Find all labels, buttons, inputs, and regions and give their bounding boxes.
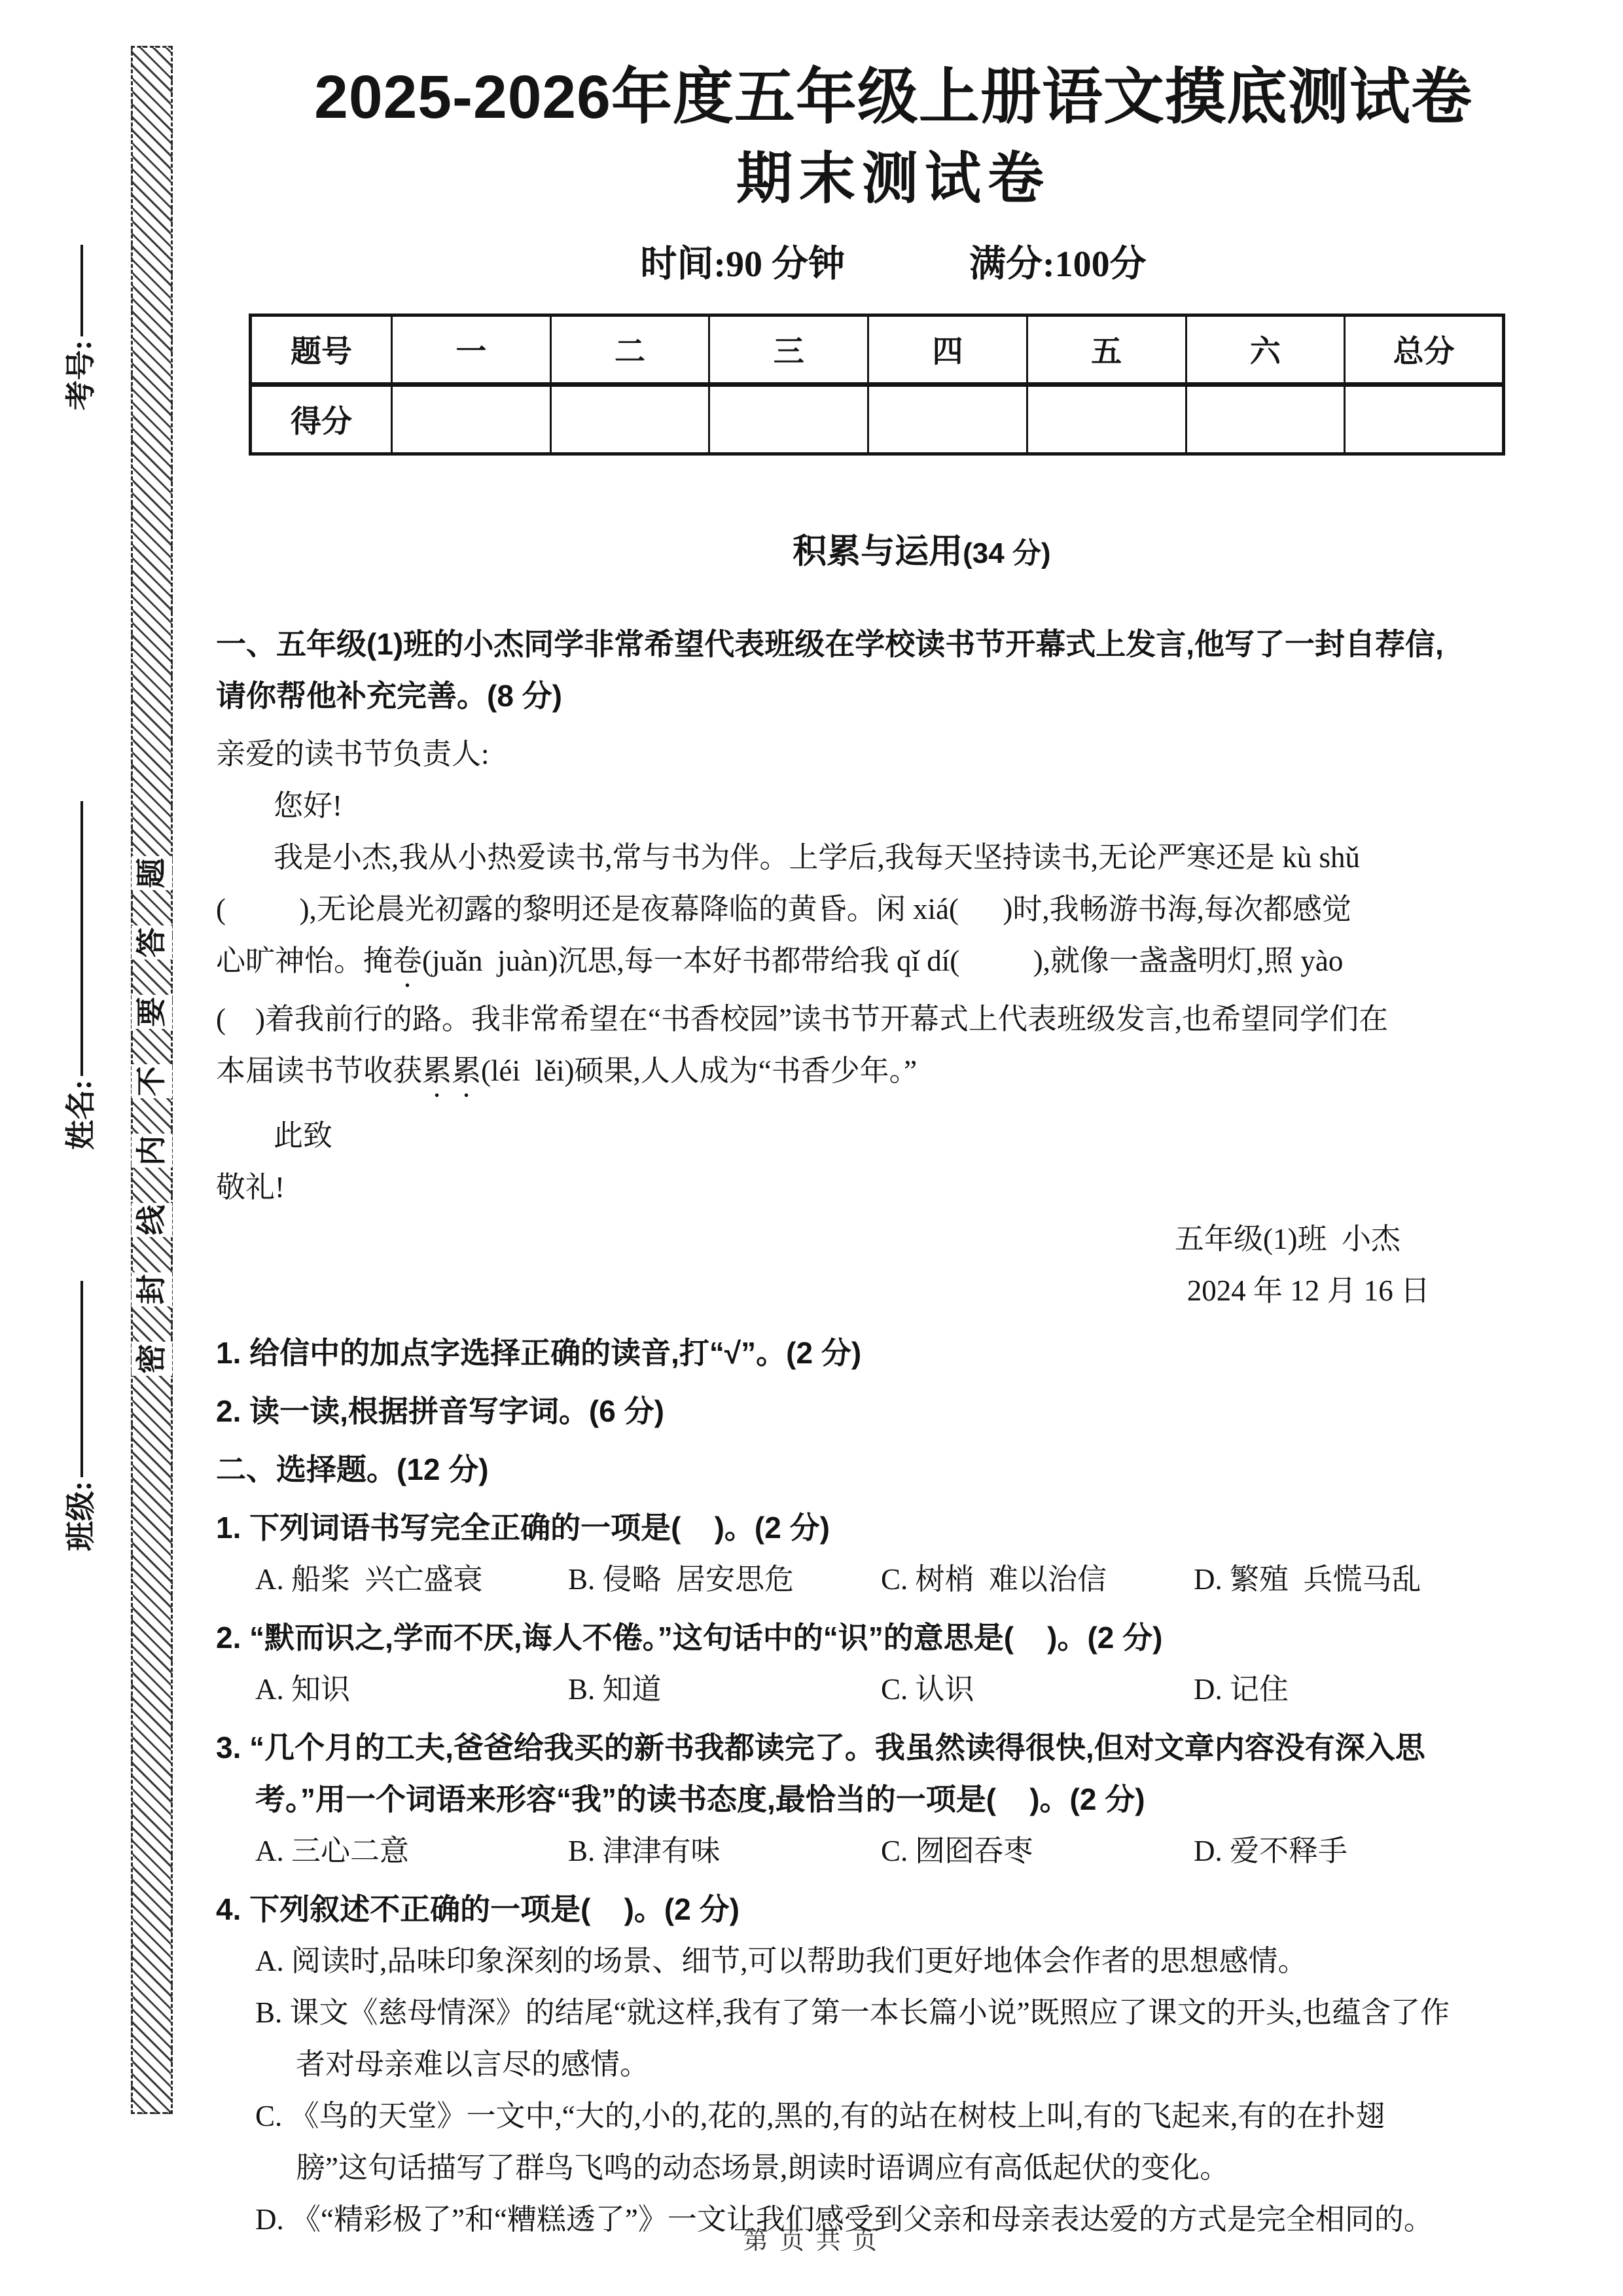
letter-body-line4: ( )着我前行的路。我非常希望在“书香校园”读书节开幕式上代表班级发言,也希望同学们在 <box>216 1002 1389 1035</box>
score-table-header-cell: 总分 <box>1345 315 1504 384</box>
option-a: A. 船桨 兴亡盛衰 <box>255 1562 483 1596</box>
score-table-header-cell: 五 <box>1027 315 1186 384</box>
question1-intro-line1: 一、五年级(1)班的小杰同学非常希望代表班级在学校读书节开幕式上发言,他写了一封自荐信, <box>216 626 1444 661</box>
class-label: 班级: <box>64 1480 98 1551</box>
letter-salute: 敬礼! <box>216 1170 285 1204</box>
score-cell <box>550 384 709 454</box>
letter-body-line5: 本届读书节收获累累(léi lěi)硕果,人人成为“书香少年。” <box>216 1054 918 1087</box>
question1-intro-line2: 请你帮他补充完善。(8 分) <box>216 678 562 713</box>
exam-number-blank <box>74 245 83 336</box>
student-name-field <box>56 770 101 1150</box>
seal-char: 题 <box>132 856 172 890</box>
score-table <box>249 314 1505 456</box>
score-table-header-cell: 四 <box>868 315 1027 384</box>
class-field <box>56 1250 101 1551</box>
s2-question2-stem: 2. “默而识之,学而不厌,诲人不倦。”这句话中的“识”的意思是( )。(2 分) <box>216 1620 1163 1655</box>
s2-question2-options <box>216 1664 1571 1715</box>
score-table-score-row <box>251 384 1504 454</box>
score-row-label: 得分 <box>251 384 392 454</box>
letter-closing: 此致 <box>274 1119 333 1152</box>
paper-title: 2025-2026年度五年级上册语文摸底测试卷 <box>314 63 1472 131</box>
score-table-header-cell: 一 <box>392 315 551 384</box>
option-a: A. 三心二意 <box>255 1834 409 1867</box>
option-a: A. 知识 <box>255 1672 350 1706</box>
page-footer: 第 页 共 页 <box>743 2227 880 2255</box>
letter-date: 2024 年 12 月 16 日 <box>1186 1274 1430 1307</box>
s2-question3-stem-line2: 考。”用一个词语来形容“我”的读书态度,最恰当的一项是( )。(2 分) <box>255 1782 1145 1816</box>
seal-char: 密 <box>132 1342 172 1376</box>
s2-question4-option-c-line2: 膀”这句话描写了群鸟飞鸣的动态场景,朗读时语调应有高低起伏的变化。 <box>296 2151 1230 2184</box>
score-cell <box>392 384 551 454</box>
score-cell <box>1027 384 1186 454</box>
option-d: D. 爱不释手 <box>1194 1834 1347 1867</box>
seal-char: 不 <box>132 1064 172 1098</box>
option-b: B. 津津有味 <box>568 1834 721 1867</box>
s2-question1-stem: 1. 下列词语书写完全正确的一项是( )。(2 分) <box>216 1510 830 1545</box>
seal-char: 内 <box>132 1134 172 1168</box>
seal-line-strip <box>131 46 173 2114</box>
option-b: B. 侵略 居安思危 <box>568 1562 794 1596</box>
full-score: 满分:100分 <box>969 243 1147 285</box>
seal-char: 答 <box>132 925 172 960</box>
section1-score: (34 分) <box>963 537 1051 569</box>
seal-char: 要 <box>132 995 172 1029</box>
section1-heading <box>216 484 1571 612</box>
class-blank <box>74 1281 83 1477</box>
score-cell <box>709 384 868 454</box>
section1-title: 积累与运用 <box>793 532 963 571</box>
s2-question1-options <box>216 1554 1571 1605</box>
option-d: D. 繁殖 兵慌马乱 <box>1194 1562 1421 1596</box>
score-table-header-cell: 二 <box>550 315 709 384</box>
letter-greeting: 您好! <box>274 789 342 822</box>
score-cell <box>1186 384 1345 454</box>
s2-question4-stem: 4. 下列叙述不正确的一项是( )。(2 分) <box>216 1892 740 1926</box>
exam-number-label: 考号: <box>64 340 98 410</box>
paper-content <box>216 62 1571 2246</box>
s2-question4-option-a: A. 阅读时,品味印象深刻的场景、细节,可以帮助我们更好地体会作者的思想感情。 <box>255 1944 1308 1977</box>
s2-question4-option-b-line1: B. 课文《慈母情深》的结尾“就这样,我有了第一本长篇小说”既照应了课文的开头,也蕴含了作 <box>255 1996 1450 2029</box>
score-table-header-row <box>251 315 1504 384</box>
dotted-chars: 累累 <box>422 1054 482 1087</box>
seal-line-text <box>135 853 169 1379</box>
section2-heading: 二、选择题。(12 分) <box>216 1452 489 1486</box>
s2-question4-option-c-line1: C. 《鸟的天堂》一文中,“大的,小的,花的,黑的,有的站在树枝上叫,有的飞起来,有的在扑翅 <box>255 2099 1385 2132</box>
score-table-header-cell: 三 <box>709 315 868 384</box>
score-table-header-cell: 题号 <box>251 315 392 384</box>
time-limit: 时间:90 分钟 <box>640 243 845 285</box>
option-c: C. 树梢 难以治信 <box>881 1562 1107 1596</box>
seal-char: 线 <box>132 1203 172 1237</box>
student-name-blank <box>74 801 83 1076</box>
paper-subtitle: 期末测试卷 <box>736 147 1050 210</box>
s2-question4-option-d: D. 《“精彩极了”和“糟糕透了”》一文让我们感受到父亲和母亲表达爱的方式是完全相同的。 <box>255 2202 1433 2236</box>
option-b: B. 知道 <box>568 1672 662 1706</box>
sub-question-2: 2. 读一读,根据拼音写字词。(6 分) <box>216 1393 664 1428</box>
score-table-header-cell: 六 <box>1186 315 1345 384</box>
letter-salutation: 亲爱的读书节负责人: <box>216 737 490 770</box>
s2-question3-options <box>216 1825 1571 1877</box>
s2-question3-stem-line1: 3. “几个月的工夫,爸爸给我买的新书我都读完了。我虽然读得很快,但对文章内容没有深入思 <box>216 1730 1425 1765</box>
paper-meta <box>216 235 1571 287</box>
option-d: D. 记住 <box>1194 1672 1289 1706</box>
s2-question4-option-b-line2: 者对母亲难以言尽的感情。 <box>296 2047 650 2081</box>
letter-body-line1: 我是小杰,我从小热爱读书,常与书为伴。上学后,我每天坚持读书,无论严寒还是 kù shǔ <box>274 840 1361 874</box>
score-cell <box>868 384 1027 454</box>
letter-body-line2: ( ),无论晨光初露的黎明还是夜幕降临的黄昏。闲 xiá( )时,我畅游书海,每次都感觉 <box>216 892 1351 925</box>
student-name-label: 姓名: <box>64 1079 98 1150</box>
sub-question-1: 1. 给信中的加点字选择正确的读音,打“√”。(2 分) <box>216 1335 862 1370</box>
option-c: C. 认识 <box>881 1672 974 1706</box>
letter-signature: 五年级(1)班 小杰 <box>1175 1222 1400 1255</box>
seal-char: 封 <box>132 1272 172 1306</box>
exam-number-field <box>56 240 101 410</box>
score-cell <box>1345 384 1504 454</box>
letter-body-line3: 心旷神怡。掩卷(juǎn juàn)沉思,每一本好书都带给我 qǐ dí( ),就像一盏盏明灯,照 yào <box>216 944 1344 977</box>
dotted-char: 卷 <box>393 944 423 977</box>
option-c: C. 囫囵吞枣 <box>881 1834 1033 1867</box>
